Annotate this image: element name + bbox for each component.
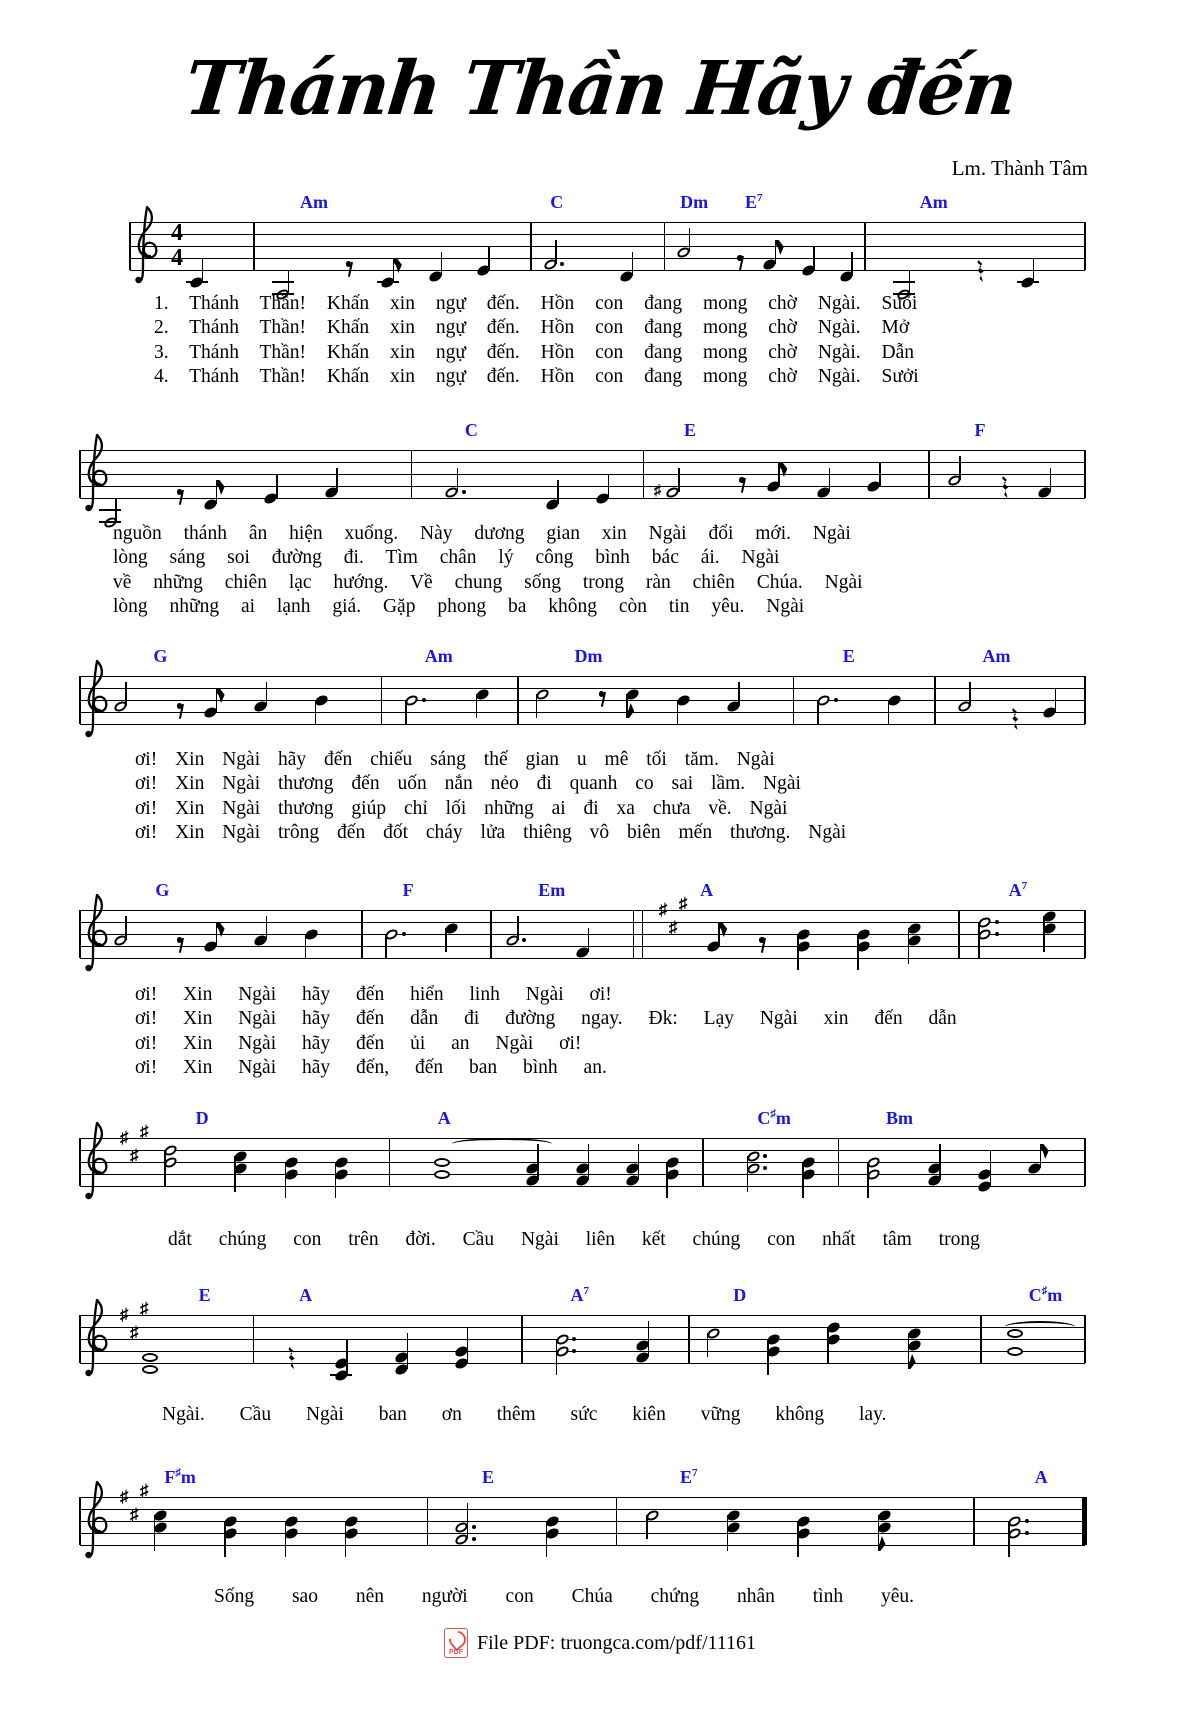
sharp-icon: ♯ [130, 1323, 139, 1342]
notehead [142, 1365, 158, 1374]
note-stem [488, 246, 490, 270]
verse-block-4 [135, 983, 957, 1080]
note-stem [827, 1327, 829, 1363]
dot [462, 490, 466, 494]
sharp-icon: ♯ [130, 1505, 139, 1524]
treble-clef-icon [82, 658, 112, 742]
ledger [99, 509, 121, 510]
dot [402, 932, 406, 936]
note-stem [707, 1333, 709, 1357]
note-stem [266, 916, 268, 940]
staff-line [80, 1351, 1085, 1352]
chord-label: E [482, 1467, 495, 1487]
chorus-line-1 [168, 1228, 980, 1252]
barline [361, 910, 363, 958]
staff-line [80, 1497, 1085, 1498]
note-stem [467, 1327, 469, 1363]
note-stem [909, 270, 911, 294]
eighth-rest [346, 260, 356, 277]
barline [253, 222, 255, 270]
sharp-icon: ♯ [140, 1122, 149, 1141]
note-stem [802, 1162, 804, 1198]
eighth-rest [737, 254, 747, 271]
note-stem [990, 1150, 992, 1186]
chord-label: Am [299, 192, 328, 212]
note-stem [888, 700, 890, 724]
note-stem [125, 682, 127, 706]
chord-label: Am [424, 646, 453, 666]
chord-label: Dm [574, 646, 603, 666]
note-stem [677, 700, 679, 724]
treble-clef-icon [82, 432, 112, 516]
eighth-rest [759, 936, 769, 953]
dot [472, 1525, 476, 1529]
note-stem [978, 922, 980, 958]
eighth-rest [177, 936, 187, 953]
barline [530, 222, 532, 270]
staff-line [130, 246, 1085, 247]
barline [1084, 676, 1086, 724]
lyric-line: 1. Thánh Thần! Khấn xin ngự đến. Hồn con đang mong chờ Ngài. Suối [154, 293, 918, 314]
dot [1025, 1519, 1029, 1523]
eighth-flag [217, 480, 225, 495]
note-stem [315, 700, 317, 724]
lyric-line: Ngài. Cầu Ngài ban ơn thêm sức kiên vững không lay. [162, 1404, 887, 1425]
note-stem [154, 1515, 156, 1551]
verse-block-3 [135, 748, 846, 845]
chord-label: G [155, 880, 170, 900]
note-stem [405, 700, 407, 724]
chord-label: C [550, 192, 564, 212]
barline [793, 676, 795, 724]
chord-label: Am [982, 646, 1011, 666]
staff-system-7 [80, 1467, 1085, 1545]
note-stem [407, 1333, 409, 1369]
accidental-sharp: ♯ [653, 483, 662, 499]
eighth-rest [177, 488, 187, 505]
dot [560, 262, 564, 266]
lyric-line: về những chiên lạc hướng. Về chung sống trong ràn chiên Chúa. Ngài [113, 571, 863, 593]
footer-link-text: File PDF: truongca.com/pdf/11161 [476, 1631, 757, 1654]
lyric-line: ơi! Xin Ngài trông đến đốt cháy lửa thiêng vô biên mến thương. Ngài [135, 821, 847, 843]
chord-label: A [437, 1108, 451, 1128]
staff-line [80, 1150, 1085, 1151]
note-stem [608, 474, 610, 498]
note-stem [588, 928, 590, 952]
barline [958, 910, 960, 958]
footer [444, 1628, 756, 1658]
chord-label: $A^7$ [1008, 880, 1028, 900]
eighth-rest [599, 690, 609, 707]
barline [1084, 1315, 1086, 1363]
dot [1025, 1531, 1029, 1535]
ledger [272, 281, 294, 282]
lyric-line: ơi! Xin Ngài hãy đến hiển linh Ngài ơi! [135, 984, 612, 1005]
staff-line [130, 270, 1085, 271]
lyric-line: ơi! Xin Ngài thương đến uốn nắn nẻo đi quanh co sai lầm. Ngài [135, 773, 801, 795]
treble-clef-icon [82, 1120, 112, 1204]
note-stem [536, 694, 538, 718]
staff-line [80, 462, 1085, 463]
ledger [186, 281, 208, 282]
staff-line [80, 1138, 1085, 1139]
dot [472, 1537, 476, 1541]
barline [389, 1138, 391, 1186]
note-stem [345, 1521, 347, 1557]
lyric-line: lòng sáng soi đường đi. Tìm chân lý công bình bác ái. Ngài [113, 547, 780, 569]
note-stem [817, 700, 819, 724]
eighth-rest [177, 702, 187, 719]
chord-label: A [299, 1285, 313, 1305]
note-stem [285, 1521, 287, 1557]
sharp-icon: ♯ [678, 894, 688, 913]
staff-line [80, 450, 1085, 451]
barline [616, 1497, 618, 1545]
barline [928, 450, 930, 498]
note-stem [234, 1156, 236, 1192]
note-stem [727, 1515, 729, 1551]
note-stem [276, 474, 278, 498]
note-stem [556, 1339, 558, 1375]
note-stem [285, 1162, 287, 1198]
dot [522, 938, 526, 942]
note-stem [588, 1144, 590, 1180]
staff-line [80, 1315, 1085, 1316]
chord-label: F [974, 420, 986, 440]
treble-clef-icon [82, 892, 112, 976]
pdf-icon-label: PDF [448, 1649, 463, 1656]
staff-line [80, 474, 1085, 475]
note-stem [879, 462, 881, 486]
chorus-line-2 [162, 1403, 886, 1427]
note-stem [747, 1156, 749, 1192]
barline [427, 1497, 429, 1545]
chord-label: Em [538, 880, 566, 900]
barline [980, 1315, 982, 1363]
notehead [434, 1158, 450, 1167]
note-stem [767, 1339, 769, 1375]
barline [1084, 910, 1086, 958]
staff-line [80, 1186, 1085, 1187]
note-stem [555, 240, 557, 264]
note-stem [164, 1150, 166, 1186]
chord-label: D [195, 1108, 209, 1128]
note-stem [224, 1521, 226, 1557]
note-stem [689, 228, 691, 252]
chord-label: G [153, 646, 168, 666]
ledger [377, 281, 399, 282]
chord-label: Dm [680, 192, 709, 212]
note-stem [1008, 1521, 1010, 1557]
lyric-line: 2. Thánh Thần! Khấn xin ngự đến. Hồn con đang mong chờ Ngài. Mở [154, 317, 910, 339]
note-stem [537, 1144, 539, 1180]
barline [490, 910, 492, 958]
note-stem [1050, 468, 1052, 492]
treble-clef-icon [132, 204, 162, 288]
notehead [434, 1170, 450, 1179]
staff-system-6 [80, 1285, 1085, 1363]
barline [642, 910, 644, 958]
dot [422, 698, 426, 702]
note-stem [738, 682, 740, 706]
sharp-icon: ♯ [140, 1299, 149, 1318]
staff-system-3 [80, 646, 1085, 724]
chord-label: F♯m [164, 1467, 196, 1487]
note-stem [441, 252, 443, 276]
chord-label: $A^7$ [570, 1285, 589, 1305]
lyric-line: ơi! Xin Ngài hãy đến dẫn đi đường ngay. Đk: Lạy Ngài xin đến dẫn [135, 1008, 957, 1030]
note-stem [1033, 258, 1035, 282]
barline [633, 910, 635, 958]
dot [834, 698, 838, 702]
barline [411, 450, 413, 498]
note-stem [385, 934, 387, 958]
staff-line [80, 910, 1085, 911]
note-stem [646, 1515, 648, 1539]
sharp-icon: ♯ [140, 1481, 149, 1500]
lyric-line: 3. Thánh Thần! Khấn xin ngự đến. Hồn con đang mong chờ Ngài. Dẫn [154, 341, 914, 363]
barline [664, 222, 666, 270]
note-stem [1043, 916, 1045, 952]
chord-label: $E^7$ [679, 1467, 698, 1487]
note-stem [517, 916, 519, 940]
barline [79, 450, 81, 498]
sharp-icon: ♯ [668, 918, 678, 937]
barline [688, 1315, 690, 1363]
chord-label: E [198, 1285, 211, 1305]
pdf-icon [444, 1628, 468, 1658]
song-title: Thánh Thần Hãy đến [180, 46, 1020, 132]
eighth-rest [739, 476, 749, 493]
chord-label: C♯m [1028, 1285, 1063, 1305]
final-barline [1082, 1497, 1087, 1545]
note-stem [288, 270, 290, 294]
note-stem [445, 928, 447, 952]
ledger [1017, 281, 1039, 282]
lyric-line: ơi! Xin Ngài hãy đến ủi an Ngài ơi! [135, 1032, 582, 1054]
staff-system-2 [80, 420, 1085, 499]
time-signature: 4 4 [171, 220, 183, 271]
barline [934, 676, 936, 724]
staff-line [80, 498, 1085, 499]
note-stem [202, 258, 204, 282]
note-stem [959, 456, 961, 480]
chord-label: E [842, 646, 855, 666]
barline [643, 450, 645, 498]
chord-label: C♯m [757, 1108, 791, 1128]
lyric-line: 4. Thánh Thần! Khấn xin ngự đến. Hồn con đang mong chờ Ngài. Sưởi [154, 365, 919, 387]
chorus-line-3 [214, 1585, 914, 1609]
barline [517, 676, 519, 724]
note-stem [336, 468, 338, 492]
chord-label: $E^7$ [745, 192, 763, 212]
lyric-line: nguồn thánh ân hiện xuống. Này dương gian xin Ngài đổi mới. Ngài [113, 523, 851, 544]
note-stem [346, 1339, 348, 1375]
lyric-line: ơi! Xin Ngài hãy đến chiếu sáng thế gian u mê tối tăm. Ngài [135, 749, 775, 770]
chord-label: D [733, 1285, 747, 1305]
note-stem [666, 1162, 668, 1198]
barline [79, 1138, 81, 1186]
note-stem [939, 1144, 941, 1180]
staff-line [80, 1327, 1085, 1328]
chord-label: F [402, 880, 414, 900]
note-stem [335, 1162, 337, 1198]
note-stem [638, 1144, 640, 1180]
note-stem [648, 1321, 650, 1357]
chord-label: C [464, 420, 478, 440]
sharp-icon: ♯ [120, 1128, 129, 1147]
note-stem [115, 498, 117, 522]
notehead [1007, 1347, 1023, 1356]
note-stem [467, 1503, 469, 1539]
note-stem [457, 468, 459, 492]
barline [521, 1315, 523, 1363]
staff-system-4 [80, 880, 1085, 958]
staff-line [80, 1545, 1085, 1546]
barline [702, 1138, 704, 1186]
chord-label: A [700, 880, 714, 900]
barline [79, 676, 81, 724]
eighth-flag [1041, 1144, 1049, 1159]
barline [381, 676, 383, 724]
barline [79, 1497, 81, 1545]
barline [973, 1497, 975, 1545]
staff-line [80, 1509, 1085, 1510]
staff-line [80, 922, 1085, 923]
tie-arc [1005, 1321, 1075, 1333]
treble-clef-icon [82, 1297, 112, 1381]
staff-system-1 [130, 192, 1085, 271]
note-stem [829, 468, 831, 492]
lyric-line: lòng những ai lạnh giá. Gặp phong ba không còn tin yêu. Ngài [113, 595, 805, 617]
chord-label: Am [919, 192, 948, 212]
verse-block-2 [113, 522, 863, 619]
note-stem [851, 252, 853, 276]
sharp-icon: ♯ [120, 1487, 129, 1506]
barline [129, 222, 131, 270]
ledger [330, 1374, 352, 1375]
dot [763, 1154, 767, 1158]
staff-line [80, 934, 1085, 935]
staff-line [130, 222, 1085, 223]
staff-line [80, 1363, 1085, 1364]
note-stem [797, 1521, 799, 1557]
note-stem [266, 682, 268, 706]
staff-line [130, 258, 1085, 259]
staff-line [80, 486, 1085, 487]
staff-line [130, 234, 1085, 235]
barline [253, 1315, 255, 1363]
note-stem [857, 934, 859, 970]
dot [572, 1337, 576, 1341]
note-stem [476, 694, 478, 718]
lyric-line: dắt chúng con trên đời. Cầu Ngài liên kết chúng con nhất tâm trong [168, 1229, 980, 1250]
staff-line [80, 724, 1085, 725]
notehead [142, 1353, 158, 1362]
verse-block-1 [154, 292, 919, 389]
note-stem [1055, 688, 1057, 712]
barline [838, 1138, 840, 1186]
note-stem [632, 252, 634, 276]
barline [1084, 450, 1086, 498]
dot [995, 920, 999, 924]
note-stem [546, 1521, 548, 1557]
staff-system-5 [80, 1108, 1085, 1186]
dot [995, 932, 999, 936]
note-stem [867, 1162, 869, 1198]
ledger [893, 281, 915, 282]
barline [864, 222, 866, 270]
chord-label: E [684, 420, 697, 440]
barline [79, 910, 81, 958]
chord-label: Bm [886, 1108, 913, 1128]
treble-clef-icon [82, 1479, 112, 1563]
note-stem [678, 468, 680, 492]
chord-label: A [1034, 1467, 1048, 1487]
note-stem [797, 934, 799, 970]
note-stem [969, 682, 971, 706]
sharp-icon: ♯ [130, 1146, 139, 1165]
dot [572, 1349, 576, 1353]
barline [1084, 222, 1086, 270]
note-stem [305, 934, 307, 958]
staff-line [80, 958, 1085, 959]
barline [79, 1315, 81, 1363]
staff-line [80, 1339, 1085, 1340]
note-stem [557, 480, 559, 504]
note-stem [813, 246, 815, 270]
dot [763, 1166, 767, 1170]
composer-credit: Lm. Thành Tâm [951, 156, 1088, 180]
sharp-icon: ♯ [120, 1305, 129, 1324]
lyric-line: ơi! Xin Ngài thương giúp chỉ lối những ai đi xa chưa về. Ngài [135, 797, 788, 819]
eighth-flag [776, 240, 784, 255]
note-stem [125, 916, 127, 940]
lyric-line: ơi! Xin Ngài hãy đến, đến ban bình an. [135, 1056, 607, 1078]
note-stem [908, 928, 910, 964]
sharp-icon: ♯ [658, 900, 668, 919]
barline [1084, 1138, 1086, 1186]
lyric-line: Sống sao nên người con Chúa chứng nhân tình yêu. [214, 1586, 914, 1607]
